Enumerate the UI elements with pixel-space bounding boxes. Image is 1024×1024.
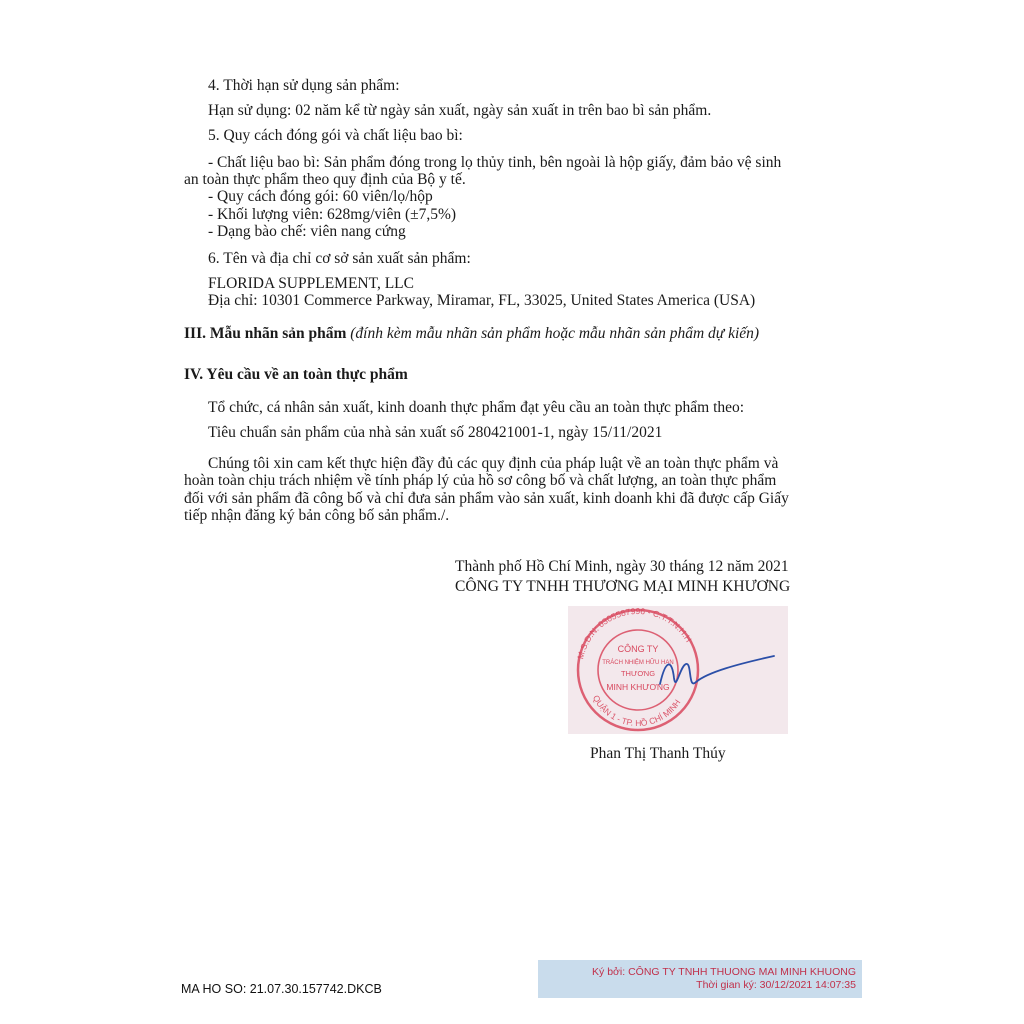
section5-form: - Dạng bào chế: viên nang cứng [208, 223, 406, 240]
section5-heading: 5. Quy cách đóng gói và chất liệu bao bì: [208, 127, 463, 144]
section5-material-line1: - Chất liệu bao bì: Sản phẩm đóng trong lọ thủy tinh, bên ngoài là hộp giấy, đảm bảo vệ sinh [208, 154, 782, 171]
signature-company: CÔNG TY TNHH THƯƠNG MẠI MINH KHƯƠNG [455, 578, 791, 595]
section5-weight: - Khối lượng viên: 628mg/viên (±7,5%) [208, 206, 457, 223]
section3-title: III. Mẫu nhãn sản phẩm [184, 325, 347, 342]
stamp-ring-bottom-text: QUẬN 1 - TP. HỒ CHÍ MINH [590, 693, 683, 728]
stamp-ring-top-text: M.S.D.N: 0305587996 - C.T.T.N.H.H [575, 606, 694, 661]
digital-signature-time: Thời gian ký: 30/12/2021 14:07:35 [696, 979, 856, 991]
sectionIV-title: IV. Yêu cầu về an toàn thực phẩm [184, 366, 408, 383]
stamp-center3: THƯƠNG [620, 669, 656, 678]
commitment-line2: hoàn toàn chịu trách nhiệm về tính pháp lý của hồ sơ công bố và chất lượng, an toàn thực phẩm [184, 472, 777, 489]
sectionIV-line2: Tiêu chuẩn sản phẩm của nhà sản xuất số 280421001-1, ngày 15/11/2021 [208, 424, 663, 441]
section6-company: FLORIDA SUPPLEMENT, LLC [208, 275, 414, 292]
document-code: MA HO SO: 21.07.30.157742.DKCB [181, 982, 382, 996]
section6-heading: 6. Tên và địa chỉ cơ sở sản xuất sản phẩm: [208, 250, 471, 267]
section4-text: Hạn sử dụng: 02 năm kể từ ngày sản xuất, ngày sản xuất in trên bao bì sản phẩm. [208, 102, 712, 119]
section5-packing: - Quy cách đóng gói: 60 viên/lọ/hộp [208, 188, 433, 205]
digital-signature-signed-by: Ký bởi: CÔNG TY TNHH THUONG MAI MINH KHUONG [592, 966, 856, 978]
signature-place-date: Thành phố Hồ Chí Minh, ngày 30 tháng 12 năm 2021 [455, 558, 789, 575]
stamp-center4: MINH KHƯƠNG [606, 682, 670, 692]
commitment-line1: Chúng tôi xin cam kết thực hiện đầy đủ các quy định của pháp luật về an toàn thực phẩm và [208, 455, 779, 472]
section3-line [184, 325, 759, 343]
company-stamp-signature-image [568, 606, 788, 734]
section4-heading: 4. Thời hạn sử dụng sản phẩm: [208, 77, 400, 94]
sectionIV-line1: Tổ chức, cá nhân sản xuất, kinh doanh thực phẩm đạt yêu cầu an toàn thực phẩm theo: [208, 399, 745, 416]
digital-signature-panel [538, 960, 862, 998]
commitment-line4: tiếp nhận đăng ký bản công bố sản phẩm./. [184, 507, 450, 524]
section5-material-line2: an toàn thực phẩm theo quy định của Bộ y tế. [184, 171, 466, 188]
section3-note: (đính kèm mẫu nhãn sản phẩm hoặc mẫu nhãn sản phẩm dự kiến) [350, 325, 760, 342]
company-stamp-icon [568, 606, 788, 734]
signer-name: Phan Thị Thanh Thúy [590, 745, 726, 762]
stamp-center2: TRÁCH NHIỆM HỮU HẠN [602, 660, 674, 666]
section6-address: Địa chỉ: 10301 Commerce Parkway, Miramar, FL, 33025, United States America (USA) [208, 292, 756, 309]
stamp-center1: CÔNG TY [617, 644, 659, 654]
commitment-line3: đối với sản phẩm đã công bố và chỉ đưa sản phẩm vào sản xuất, kinh doanh khi đã được cấp Giấy [184, 490, 789, 507]
